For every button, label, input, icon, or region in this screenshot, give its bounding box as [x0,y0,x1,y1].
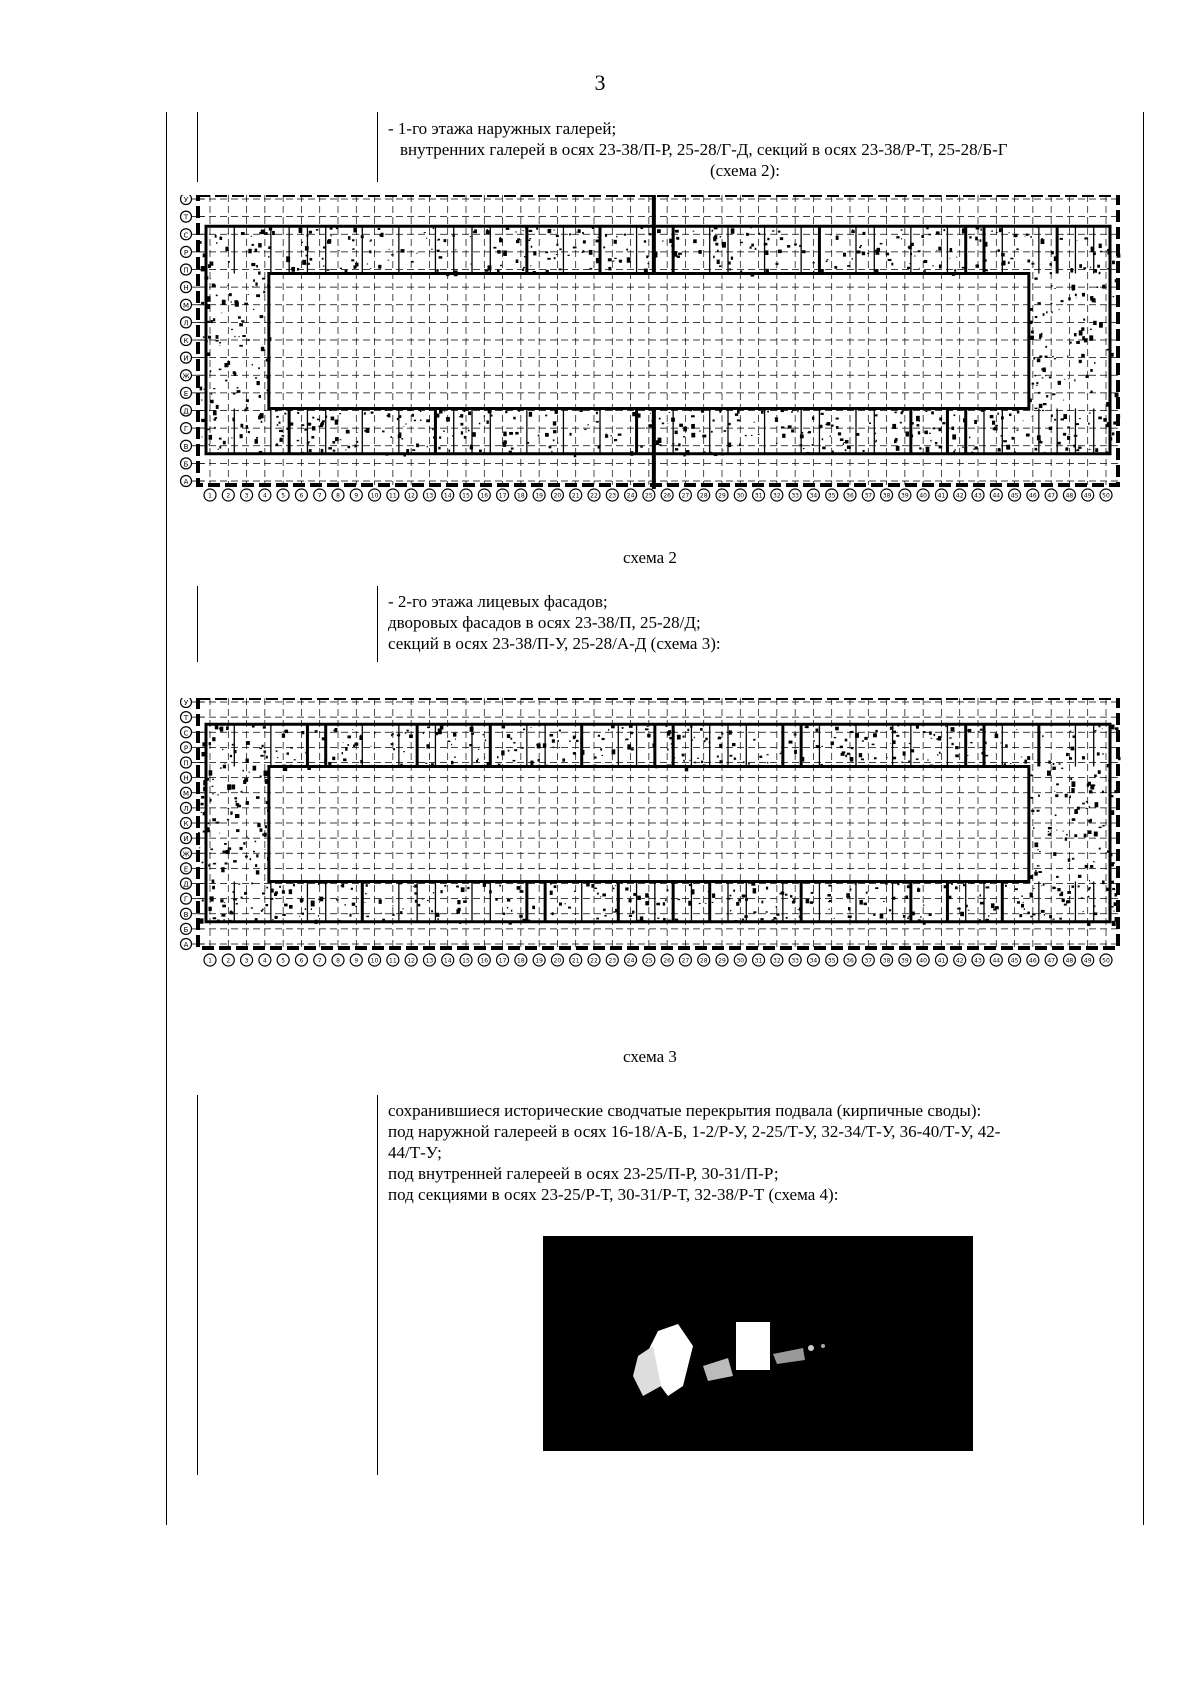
col-axis-label: 40 [919,957,927,965]
col-axis-label: 36 [846,492,854,500]
row-axis-label: Н [183,284,189,293]
row-axis-label: П [183,266,189,275]
col-axis-label: 7 [317,492,322,500]
col-axis-label: 14 [443,492,452,500]
col-axis-label: 18 [517,957,525,965]
col-axis-label: 6 [299,957,304,965]
block1-text [388,118,1138,181]
col-axis-label: 30 [736,957,745,965]
col-axis-label: 42 [955,957,964,965]
col-axis-label: 22 [590,957,598,965]
row-axis-label: А [183,478,189,486]
col-axis-label: 13 [425,492,434,500]
col-axis-label: 40 [919,492,927,500]
block2-text [388,591,1138,654]
row-axis-label: А [183,941,189,949]
col-axis-label: 44 [992,957,1001,965]
col-axis-label: 31 [754,492,763,500]
col-axis-label: 11 [389,492,397,500]
col-axis-label: 28 [699,957,708,965]
col-axis-label: 46 [1029,957,1037,965]
col-axis-label: 23 [608,957,617,965]
row-axis-label: Е [183,389,189,398]
col-axis-label: 19 [535,957,543,965]
col-axis-label: 5 [281,957,286,965]
block3-line4: под внутренней галереей в осях 23-25/П-Р, 30-31/П-Р; [388,1164,779,1183]
row-axis-label: Н [183,774,189,783]
col-axis-label: 3 [244,957,249,965]
block2-line1: - 2-го этажа лицевых фасадов; [388,592,608,611]
col-axis-label: 44 [992,492,1001,500]
col-axis-label: 39 [901,957,909,965]
vault-photo-highlights [543,1236,973,1451]
col-axis-label: 7 [317,957,322,965]
col-axis-label: 35 [827,492,836,500]
block3-line2: под наружной галереей в осях 16-18/А-Б, 1-2/Р-У, 2-25/Т-У, 32-34/Т-У, 36-40/Т-У, 42- [388,1122,1001,1141]
row-axis-label: Д [183,407,189,416]
block3-line1: сохранившиеся исторические сводчатые перекрытия подвала (кирпичные своды): [388,1101,982,1120]
col-axis-label: 42 [955,492,964,500]
block1-line1: - 1-го этажа наружных галерей; [388,119,617,138]
col-axis-label: 27 [681,957,690,965]
col-axis-label: 21 [571,957,580,965]
col-axis-label: 48 [1065,492,1074,500]
table-left-line-1 [197,112,198,182]
row-axis-label: Т [183,714,189,723]
col-axis-label: 12 [407,492,415,500]
col-axis-label: 45 [1010,492,1019,500]
col-axis-label: 9 [354,957,359,965]
row-axis-label: В [183,910,189,919]
block2-line2: дворовых фасадов в осях 23-38/П, 25-28/Д; [388,613,701,632]
col-axis-label: 20 [553,957,562,965]
row-axis-label: М [182,301,190,310]
row-axis-label: Д [183,880,189,889]
col-axis-label: 34 [809,492,818,500]
col-axis-label: 48 [1065,957,1074,965]
col-axis-label: 32 [773,957,781,965]
col-axis-label: 15 [462,957,470,965]
col-axis-label: 43 [974,957,982,965]
col-axis-label: 39 [901,492,909,500]
row-axis-label: М [182,789,190,798]
row-axis-label: Б [183,460,189,469]
col-axis-label: 38 [882,492,891,500]
row-axis-label: Ж [182,850,190,859]
col-axis-label: 46 [1029,492,1037,500]
col-axis-label: 29 [718,492,726,500]
vault-photo [543,1236,973,1451]
col-axis-label: 50 [1102,492,1110,500]
page-number: 3 [594,70,606,95]
table-mid-line-3 [377,1095,378,1475]
col-axis-label: 11 [389,957,397,965]
row-axis-label: Л [183,804,189,813]
col-axis-label: 29 [718,957,726,965]
col-axis-label: 20 [553,492,562,500]
col-axis-label: 25 [645,957,653,965]
block1-line2: внутренних галерей в осях 23-38/П-Р, 25-28/Г-Д, секций в осях 23-38/Р-Т, 25-28/Б-Г [400,140,1008,159]
row-axis-label: С [183,729,189,738]
col-axis-label: 8 [336,492,340,500]
col-axis-label: 26 [663,492,671,500]
row-axis-label: П [183,759,189,768]
col-axis-label: 10 [370,957,379,965]
col-axis-label: 4 [262,957,267,965]
col-axis-label: 34 [809,957,818,965]
col-axis-label: 10 [370,492,379,500]
col-axis-label: 15 [462,492,470,500]
col-axis-label: 41 [937,492,946,500]
scheme2-floor-plan [178,195,1138,565]
row-axis-label: У [183,196,189,204]
col-axis-label: 43 [974,492,982,500]
col-axis-label: 26 [663,957,671,965]
scheme3-caption: схема 3 [623,1047,677,1066]
frame-left-line [166,112,167,1525]
col-axis-label: 47 [1047,957,1055,965]
col-axis-label: 33 [791,957,799,965]
row-axis-label: В [183,442,189,451]
col-axis-label: 8 [336,957,340,965]
row-axis-label: Р [183,744,189,753]
col-axis-label: 45 [1010,957,1019,965]
col-axis-label: 16 [480,957,489,965]
col-axis-label: 37 [864,957,873,965]
col-axis-label: 31 [754,957,763,965]
col-axis-label: 28 [699,492,708,500]
col-axis-label: 33 [791,492,799,500]
row-axis-label: Л [183,319,189,328]
row-axis-label: Ж [182,372,190,381]
col-axis-label: 13 [425,957,434,965]
col-axis-label: 24 [626,492,635,500]
col-axis-label: 36 [846,957,854,965]
table-mid-line-2 [377,586,378,662]
col-axis-label: 18 [517,492,525,500]
col-axis-label: 35 [827,957,836,965]
block2-line3: секций в осях 23-38/П-У, 25-28/А-Д (схема 3): [388,634,721,653]
row-axis-label: Р [183,248,189,257]
col-axis-label: 47 [1047,492,1055,500]
col-axis-label: 16 [480,492,489,500]
col-axis-label: 41 [937,957,946,965]
col-axis-label: 19 [535,492,543,500]
row-axis-label: У [183,699,189,707]
col-axis-label: 1 [208,492,212,500]
col-axis-label: 9 [354,492,359,500]
col-axis-label: 2 [226,492,231,500]
col-axis-label: 1 [208,957,212,965]
col-axis-label: 23 [608,492,617,500]
col-axis-label: 14 [443,957,452,965]
col-axis-label: 50 [1102,957,1110,965]
table-left-line-3 [197,1095,198,1475]
col-axis-label: 2 [226,957,231,965]
scheme2-caption: схема 2 [623,548,677,567]
col-axis-label: 30 [736,492,745,500]
col-axis-label: 24 [626,957,635,965]
col-axis-label: 25 [645,492,653,500]
col-axis-label: 49 [1083,957,1092,965]
frame-right-line [1143,112,1144,1525]
block1-line3: (схема 2): [710,161,780,180]
block3-line3: 44/Т-У; [388,1143,442,1162]
col-axis-label: 5 [281,492,286,500]
col-axis-label: 27 [681,492,690,500]
block3-text [388,1100,1138,1205]
table-left-line-2 [197,586,198,662]
block3-line5: под секциями в осях 23-25/Р-Т, 30-31/Р-Т, 32-38/Р-Т (схема 4): [388,1185,839,1204]
col-axis-label: 37 [864,492,873,500]
col-axis-label: 38 [882,957,891,965]
row-axis-label: Г [183,895,189,904]
row-axis-label: Г [183,425,189,434]
table-mid-line-1 [377,112,378,182]
row-axis-label: И [183,354,189,363]
col-axis-label: 6 [299,492,304,500]
col-axis-label: 21 [571,492,580,500]
row-axis-label: К [183,337,189,345]
col-axis-label: 49 [1083,492,1092,500]
col-axis-label: 17 [498,492,507,500]
row-axis-label: Б [183,925,189,934]
row-axis-label: И [183,835,189,844]
row-axis-label: Е [183,865,189,874]
row-axis-label: С [183,231,189,240]
scheme3-floor-plan [178,698,1138,1048]
col-axis-label: 4 [262,492,267,500]
col-axis-label: 32 [773,492,781,500]
col-axis-label: 17 [498,957,507,965]
row-axis-label: Т [183,213,189,222]
col-axis-label: 12 [407,957,415,965]
col-axis-label: 3 [244,492,249,500]
row-axis-label: К [183,820,189,828]
col-axis-label: 22 [590,492,598,500]
